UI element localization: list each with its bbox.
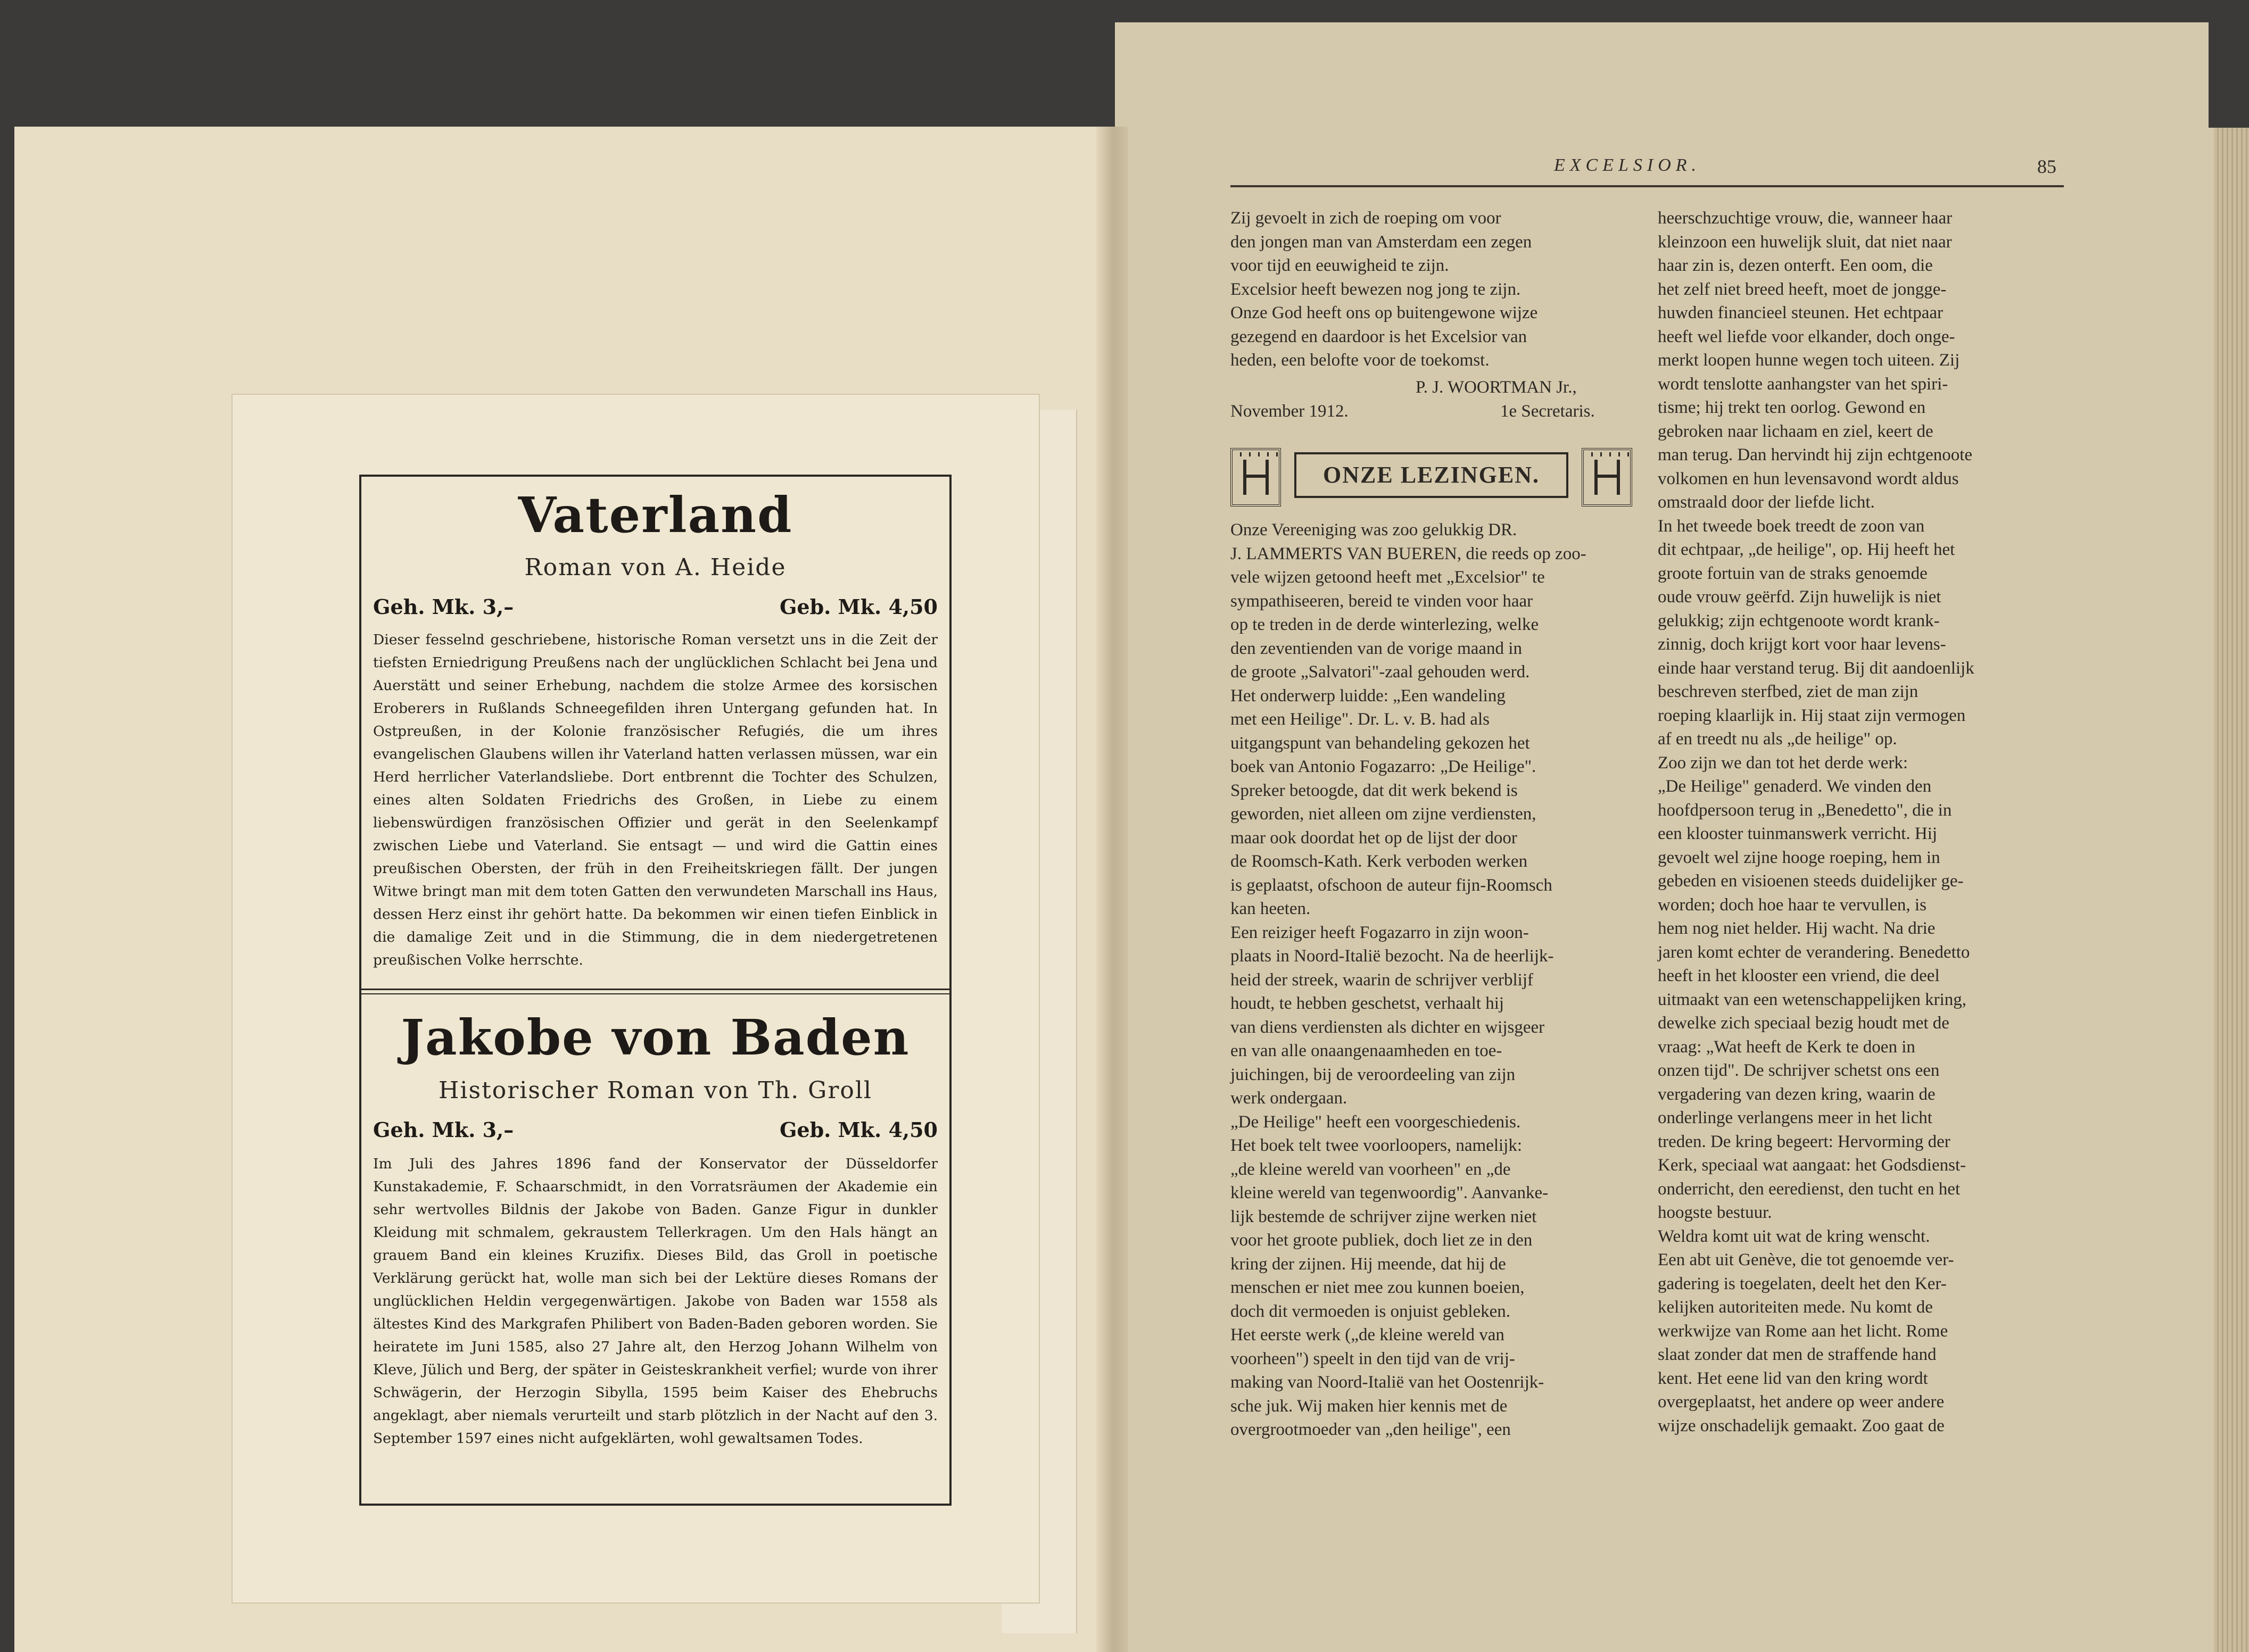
- article-column-right: heerschzuchtige vrouw, die, wanneer haar kleinzoon een huwelijk sluit, dat niet naar haar zin is, dezen onterft. Een oom, die het zelf niet breed heeft, moet de jongge- huwden financieel steunen. Het echtpaar heeft wel liefde voor elkander, doch onge- merkt loopen hunne wegen toch uiteen. Zij wordt tenslotte aanhangster van het spiri- tisme; hij trekt ten oorlog. Gewond en gebroken naar lichaam en ziel, keert de man terug. Dan hervindt hij zijn echtgenoote volkomen en hun levensavond wordt aldus omstraald door der liefde licht. In het tweede boek treedt de zoon van dit echtpaar, „de heilige", op. Hij heeft het groote fortuin van de straks genoemde oude vrouw geërfd. Zijn huwelijk is niet gelukkig; zijn echtgenoote wordt krank- zinnig, doch krijgt kort voor haar levens- einde haar verstand terug. Bij dit aandoenlijk beschreven sterfbed, ziet de man zijn roeping klaarlijk in. Hij staat zijn vermogen af en treedt nu als „de heilige" op. Zoo zijn we dan tot het derde werk: „De Heilige" genaderd. We vinden den hoofdpersoon terug in „Benedetto", die in een klooster tuinmanswerk verricht. Hij gevoelt wel zijne hooge roeping, hem in gebeden en visioenen steeds duidelijker ge- worden; doch hoe haar te vervullen, is hem nog niet helder. Hij wacht. Na drie jaren komt echter de verandering. Benedetto heeft in het klooster een vriend, die deel uitmaakt van een wetenschappelijken kring, dewelke zich speciaal bezig houdt met de vraag: „Wat heeft de Kerk te doen in onzen tijd". De schrijver schetst ons een vergadering van dezen kring, waarin de onderlinge verlangens meer in het licht treden. De kring begeert: Hervorming der Kerk, speciaal wat aangaat: het Godsdienst- onderricht, den eeredienst, den tucht en het hoogste bestuur. Weldra komt uit wat de kring wenscht. Een abt uit Genève, die tot genoemde ver- gadering is toegelaten, deelt het den Ker- kelijken autoriteiten mede. Nu komt de werkwijze van Rome aan het licht. Rome slaat zonder dat men de straffende hand kent. Het eene lid van den kring wordt overgeplaatst, het andere op weer andere wijze onschadelijk gemaakt. Zoo gaat de: [1658, 209, 1974, 1435]
- intro-paragraph: Zij gevoelt in zich de roeping om voor den jongen man van Amsterdam een zegen voor tijd en eeuwigheid te zijn. Excelsior heeft bewezen nog jong te zijn. Onze God heeft ons op buitengewone wijze gezegend en daardoor is het Excelsior van heden, een belofte voor de toekomst.: [1230, 209, 1538, 370]
- ad-section-vaterland: [361, 477, 949, 987]
- book-description: Dieser fesselnd geschriebene, historische Roman versetzt uns in die Zeit der tiefsten Erniedrigung Preußens nach der unglücklichen Schlacht bei Jena und Auerstätt und seiner Erhebung, nachdem die stolze Armee des korsischen Eroberers in Rußlands Schneegefilden ihren Untergang gefunden hat. In Ostpreußen, in der Kolonie französischer Refugiés, die um ihres evangelischen Glaubens willen ihr Vaterland hatten verlassen müssen, war ein Herd herrlicher Vaterlandsliebe. Dort entbrennt die Tochter des Schulzen, eines alten Soldaten Friedrichs des Großen, in Liebe zu einem liebenswürdigen französischen Offizier und gerät in den Seelenkampf zwischen Liebe und Vaterland. Sie entsagt — und wird die Gattin eines preußischen Obersten, der früh in den Freiheitskriegen fällt. Der jungen Witwe bringt man mit dem toten Gatten den verwundeten Marschall ins Haus, dessen Herz einst ihr gehört hatte. Da bekommen wir einen tiefen Einblick in die damalige Zeit und in die Stimmung, die in dem niedergetretenen preußischen Volke herrschte.: [373, 632, 938, 968]
- ad-frame: [359, 475, 952, 1506]
- article-column-left: Onze Vereeniging was zoo gelukkig DR. J. LAMMERTS VAN BUEREN, die reeds op zoo- vele wijzen getoond heeft met „Excelsior" te sympathiseeren, bereid te vinden voor haar op te treden in de derde winterlezing, welke den zeventienden van de vorige maand in de groote „Salvatori"-zaal gehouden werd. Het onderwerp luidde: „Een wandeling met een Heilige". Dr. L. v. B. had als uitgangspunt van behandeling gekozen het boek van Antonio Fogazarro: „De Heilige". Spreker betoogde, dat dit werk bekend is geworden, niet alleen om zijne verdiensten, maar ook doordat het op de lijst der door de Roomsch-Kath. Kerk verboden werken is geplaatst, ofschoon de auteur fijn-Roomsch kan heeten. Een reiziger heeft Fogazarro in zijn woon- plaats in Noord-Italië bezocht. Na de heerlijk- heid der streek, waarin de schrijver verblijf houdt, te hebben geschetst, verhaalt hij van diens verdiensten als dichter en wijsgeer en van alle onaangenaamheden en toe- juichingen, bij de veroordeeling van zijn werk ondergaan. „De Heilige" heeft een voorgeschiedenis. Het boek telt twee voorloopers, namelijk: „de kleine wereld van voorheen" en „de kleine wereld van tegenwoordig". Aanvanke- lijk bestemde de schrijver zijne werken niet voor het groote publiek, doch liet ze in den kring der zijnen. Hij meende, dat hij de menschen er niet mee zou kunnen boeien, doch dit vermoeden is onjuist gebleken. Het eerste werk („de kleine wereld van voorheen") speelt in den tijd van de vrij- making van Noord-Italië van het Oostenrijk- sche juk. Wij maken hier kennis met de overgrootmoeder van „den heilige", een: [1230, 520, 1586, 1439]
- ad-section-jakobe: [361, 998, 949, 1504]
- signature-date: November 1912.: [1230, 402, 1349, 421]
- price-hardcover: Geb. Mk. 4,50: [779, 1118, 938, 1142]
- ad-divider: [361, 989, 949, 994]
- section-heading-block: [1230, 448, 1632, 507]
- running-header-title: EXCELSIOR.: [1554, 155, 1701, 175]
- book-subtitle: Historischer Roman von Th. Groll: [439, 1077, 872, 1104]
- page-number: 85: [2037, 156, 2056, 177]
- book-subtitle: Roman von A. Heide: [524, 554, 787, 581]
- signature-name: P. J. WOORTMAN Jr.,: [1416, 378, 1577, 397]
- ornament-icon: [1582, 448, 1632, 507]
- section-heading: ONZE LEZINGEN.: [1294, 452, 1568, 498]
- signature-role: 1e Secretaris.: [1500, 402, 1595, 421]
- price-hardcover: Geb. Mk. 4,50: [779, 595, 938, 619]
- book-gutter: [1096, 127, 1128, 1652]
- ornament-icon: [1230, 448, 1281, 507]
- book-title: Jakobe von Baden: [401, 1009, 910, 1066]
- background-corner: [2209, 0, 2249, 128]
- book-title: Vaterland: [518, 486, 793, 544]
- header-rule: [1230, 185, 2064, 187]
- advertisement-card: [231, 394, 1040, 1604]
- price-paperback: Geh. Mk. 3,–: [373, 1118, 514, 1142]
- page-edges: [2214, 122, 2249, 1652]
- price-paperback: Geh. Mk. 3,–: [373, 595, 514, 619]
- book-description: Im Juli des Jahres 1896 fand der Konservator der Düsseldorfer Kunstakademie, F. Schaarschmidt, in den Vorratsräumen der Akademie ein sehr wertvolles Bildnis der Jakobe von Baden. Ganze Figur in dunkler Kleidung mit schmalem, gekraustem Tellerkragen. Um den Hals hängt an grauem Band ein kleines Kruzifix. Dieses Bild, das Groll in poetische Verklärung gerückt hat, wolle man sich bei der Lektüre dieses Romans der unglücklichen Heldin vergegenwärtigen. Jakobe von Baden war 1558 als ältestes Kind des Markgrafen Philibert von Baden-Baden geboren worden. Sie heiratete im Juni 1585, also 27 Jahre alt, den Herzog Johann Wilhelm von Kleve, Jülich und Berg, der später in Geisteskrankheit verfiel; wurde von ihrer Schwägerin, der Herzogin Sibylla, 1595 beim Kaiser des Ehebruchs angeklagt, aber niemals verurteilt und starb plötzlich in der Nacht auf den 3. September 1597 eines nicht aufgeklärten, wohl gewaltsamen Todes.: [373, 1156, 938, 1447]
